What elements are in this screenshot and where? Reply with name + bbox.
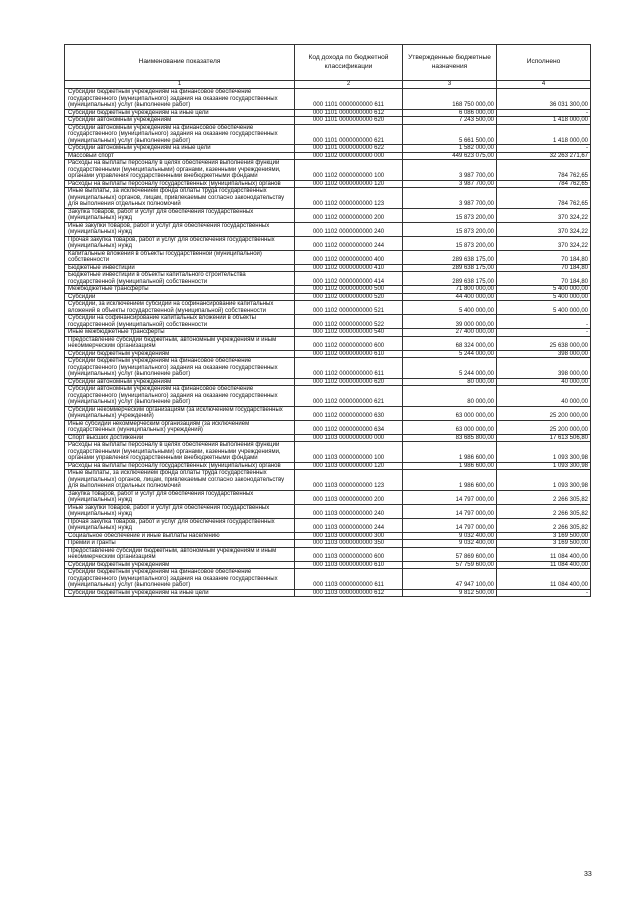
row-code-cell: 000 1101 0000000000 620 xyxy=(295,117,403,125)
row-code-cell: 000 1102 0000000000 630 xyxy=(295,406,403,420)
row-name-cell: Субсидии бюджетным учреждениям на финансовое обеспечение государственного (муниципального) задания на оказание государственных (муниципальных) услуг (выполнение работ) xyxy=(65,89,295,110)
row-approved-cell: 1 582 000,00 xyxy=(403,145,497,153)
row-approved-cell: 3 987 700,00 xyxy=(403,180,497,188)
row-executed-cell: 2 266 305,82 xyxy=(497,518,591,532)
row-approved-cell: 289 638 175,00 xyxy=(403,272,497,286)
table-row xyxy=(65,504,591,518)
row-code-cell: 000 1102 0000000000 520 xyxy=(295,293,403,301)
table-row xyxy=(65,561,591,569)
row-name-cell: Расходы на выплаты персоналу государственных (муниципальных) органов xyxy=(65,462,295,470)
table-row xyxy=(65,286,591,294)
row-approved-cell: 71 800 000,00 xyxy=(403,286,497,294)
table-row xyxy=(65,145,591,153)
row-executed-cell: - xyxy=(497,315,591,329)
row-executed-cell: 25 200 000,00 xyxy=(497,420,591,434)
header-code: Код дохода по бюджетной классификации xyxy=(295,45,403,81)
row-code-cell: 000 1102 0000000000 610 xyxy=(295,350,403,358)
table-row xyxy=(65,547,591,561)
row-approved-cell: 289 638 175,00 xyxy=(403,250,497,264)
row-code-cell: 000 1102 0000000000 120 xyxy=(295,180,403,188)
table-row xyxy=(65,180,591,188)
row-executed-cell: 70 184,80 xyxy=(497,264,591,272)
row-approved-cell: 9 032 400,00 xyxy=(403,532,497,540)
column-number-row xyxy=(65,81,591,89)
row-approved-cell: 63 000 000,00 xyxy=(403,406,497,420)
row-approved-cell: 80 000,00 xyxy=(403,386,497,407)
row-name-cell: Субсидии автономным учреждениям на финансовое обеспечение государственного (муниципального) задания на оказание государственных (муниципальных) услуг (выполнение работ) xyxy=(65,386,295,407)
table-row xyxy=(65,336,591,350)
row-code-cell: 000 1103 0000000000 244 xyxy=(295,518,403,532)
row-code-cell: 000 1103 0000000000 300 xyxy=(295,532,403,540)
row-approved-cell: 5 661 500,00 xyxy=(403,124,497,145)
table-row xyxy=(65,378,591,386)
row-executed-cell: 32 263 271,67 xyxy=(497,152,591,160)
row-name-cell: Межбюджетные трансферты xyxy=(65,286,295,294)
table-row xyxy=(65,236,591,250)
row-name-cell: Субсидии бюджетным учреждениям на иные цели xyxy=(65,109,295,117)
row-executed-cell: 784 762,65 xyxy=(497,188,591,209)
row-approved-cell: 1 986 600,00 xyxy=(403,462,497,470)
table-row xyxy=(65,160,591,181)
row-name-cell: Субсидии бюджетным учреждениям на финансовое обеспечение государственного (муниципального) задания на оказание государственных (муниципальных) услуг (выполнение работ) xyxy=(65,358,295,379)
row-approved-cell: 15 873 200,00 xyxy=(403,222,497,236)
row-executed-cell: 5 400 000,00 xyxy=(497,286,591,294)
row-executed-cell: 11 084 400,00 xyxy=(497,561,591,569)
row-code-cell: 000 1102 0000000000 200 xyxy=(295,208,403,222)
row-name-cell: Иные закупки товаров, работ и услуг для обеспечения государственных (муниципальных) нужд xyxy=(65,504,295,518)
row-approved-cell: 57 759 600,00 xyxy=(403,561,497,569)
row-code-cell: 000 1103 0000000000 350 xyxy=(295,540,403,548)
row-code-cell: 000 1103 0000000000 600 xyxy=(295,547,403,561)
row-name-cell: Субсидии автономным учреждениям xyxy=(65,378,295,386)
row-approved-cell: 5 400 000,00 xyxy=(403,301,497,315)
row-name-cell: Социальное обеспечение и иные выплаты населению xyxy=(65,532,295,540)
row-approved-cell: 5 244 000,00 xyxy=(403,358,497,379)
row-code-cell: 000 1102 0000000000 500 xyxy=(295,286,403,294)
row-name-cell: Спорт высших достижений xyxy=(65,434,295,442)
row-name-cell: Субсидии xyxy=(65,293,295,301)
table-row xyxy=(65,420,591,434)
table-row xyxy=(65,490,591,504)
table-row xyxy=(65,589,591,597)
row-name-cell: Премии и гранты xyxy=(65,540,295,548)
row-name-cell: Субсидии бюджетным учреждениям на финансовое обеспечение государственного (муниципального) задания на оказание государственных (муниципальных) услуг (выполнение работ) xyxy=(65,569,295,590)
row-name-cell: Субсидии бюджетным учреждениям на иные цели xyxy=(65,589,295,597)
row-executed-cell: 40 000,00 xyxy=(497,378,591,386)
table-row xyxy=(65,109,591,117)
row-executed-cell: 25 638 000,00 xyxy=(497,336,591,350)
row-executed-cell: - xyxy=(497,329,591,337)
row-executed-cell: 5 400 000,00 xyxy=(497,293,591,301)
row-approved-cell: 27 400 000,00 xyxy=(403,329,497,337)
row-code-cell: 000 1102 0000000000 521 xyxy=(295,301,403,315)
table-row xyxy=(65,272,591,286)
row-name-cell: Закупка товаров, работ и услуг для обеспечения государственных (муниципальных) нужд xyxy=(65,490,295,504)
table-row xyxy=(65,518,591,532)
row-code-cell: 000 1102 0000000000 240 xyxy=(295,222,403,236)
table-row xyxy=(65,569,591,590)
row-code-cell: 000 1103 0000000000 100 xyxy=(295,442,403,463)
row-name-cell: Субсидии автономным учреждениям на финансовое обеспечение государственного (муниципального) задания на оказание государственных (муниципальных) услуг (выполнение работ) xyxy=(65,124,295,145)
table-row xyxy=(65,222,591,236)
table-row xyxy=(65,264,591,272)
row-code-cell: 000 1102 0000000000 540 xyxy=(295,329,403,337)
row-executed-cell: 398 000,00 xyxy=(497,358,591,379)
row-name-cell: Субсидии автономным учреждениям xyxy=(65,117,295,125)
row-approved-cell: 39 000 000,00 xyxy=(403,315,497,329)
row-approved-cell: 15 873 200,00 xyxy=(403,236,497,250)
row-name-cell: Капитальные вложения в объекты государственной (муниципальной) собственности xyxy=(65,250,295,264)
table-row xyxy=(65,406,591,420)
row-approved-cell: 14 797 000,00 xyxy=(403,490,497,504)
page-number: 33 xyxy=(584,871,592,878)
row-executed-cell: - xyxy=(497,109,591,117)
row-code-cell: 000 1103 0000000000 240 xyxy=(295,504,403,518)
row-executed-cell: 40 000,00 xyxy=(497,386,591,407)
header-approved: Утвержденные бюджетные назначения xyxy=(403,45,497,81)
table-row xyxy=(65,208,591,222)
row-name-cell: Иные выплаты, за исключением фонда оплаты труда государственных (муниципальных) органов, лицам, привлекаемым согласно законодательству для выполнения отдельных полномочий xyxy=(65,470,295,491)
row-executed-cell: 1 418 000,00 xyxy=(497,124,591,145)
row-code-cell: 000 1102 0000000000 244 xyxy=(295,236,403,250)
row-approved-cell: 14 797 000,00 xyxy=(403,518,497,532)
row-name-cell: Прочая закупка товаров, работ и услуг для обеспечения государственных (муниципальных) нужд xyxy=(65,236,295,250)
row-name-cell: Расходы на выплаты персоналу в целях обеспечения выполнения функций государственными (муниципальными) органами, казенными учреждениями, органами управления государственными внебюджетными фондами xyxy=(65,160,295,181)
row-approved-cell: 5 244 000,00 xyxy=(403,350,497,358)
row-name-cell: Субсидии на софинансирование капитальных вложений в объекты государственной (муниципальной) собственности xyxy=(65,315,295,329)
row-approved-cell: 289 638 175,00 xyxy=(403,264,497,272)
row-name-cell: Предоставление субсидий бюджетным, автономным учреждениям и иным некоммерческим организациям xyxy=(65,336,295,350)
row-code-cell: 000 1102 0000000000 410 xyxy=(295,264,403,272)
table-row xyxy=(65,152,591,160)
row-approved-cell: 3 987 700,00 xyxy=(403,160,497,181)
row-code-cell: 000 1103 0000000000 200 xyxy=(295,490,403,504)
row-executed-cell: 11 084 400,00 xyxy=(497,569,591,590)
table-row xyxy=(65,117,591,125)
row-approved-cell: 449 623 075,00 xyxy=(403,152,497,160)
row-code-cell: 000 1103 0000000000 612 xyxy=(295,589,403,597)
row-executed-cell: 1 418 000,00 xyxy=(497,117,591,125)
row-approved-cell: 15 873 200,00 xyxy=(403,208,497,222)
column-number: 3 xyxy=(403,81,497,89)
row-executed-cell: 370 324,22 xyxy=(497,236,591,250)
row-name-cell: Иные межбюджетные трансферты xyxy=(65,329,295,337)
row-executed-cell: 784 762,65 xyxy=(497,180,591,188)
row-code-cell: 000 1102 0000000000 621 xyxy=(295,386,403,407)
row-code-cell: 000 1103 0000000000 120 xyxy=(295,462,403,470)
row-name-cell: Расходы на выплаты персоналу в целях обеспечения выполнения функций государственными (муниципальными) органами, казенными учреждениями, органами управления государственными внебюджетными фондами xyxy=(65,442,295,463)
row-approved-cell: 9 032 400,00 xyxy=(403,540,497,548)
row-name-cell: Предоставление субсидий бюджетным, автономным учреждениям и иным некоммерческим организациям xyxy=(65,547,295,561)
table-row xyxy=(65,434,591,442)
row-code-cell: 000 1103 0000000000 123 xyxy=(295,470,403,491)
row-code-cell: 000 1102 0000000000 123 xyxy=(295,188,403,209)
row-executed-cell: 370 324,22 xyxy=(497,208,591,222)
table-body xyxy=(65,89,591,597)
header-name: Наименование показателя xyxy=(65,45,295,81)
table-row xyxy=(65,462,591,470)
row-name-cell: Субсидии, за исключением субсидий на софинансирование капитальных вложений в объекты государственной (муниципальной) собственности xyxy=(65,301,295,315)
row-code-cell: 000 1103 0000000000 611 xyxy=(295,569,403,590)
row-code-cell: 000 1102 0000000000 414 xyxy=(295,272,403,286)
table-row xyxy=(65,532,591,540)
row-executed-cell: 11 084 400,00 xyxy=(497,547,591,561)
row-executed-cell: 1 093 300,98 xyxy=(497,470,591,491)
row-code-cell: 000 1103 0000000000 610 xyxy=(295,561,403,569)
row-code-cell: 000 1101 0000000000 622 xyxy=(295,145,403,153)
row-executed-cell: 5 400 000,00 xyxy=(497,301,591,315)
row-approved-cell: 3 987 700,00 xyxy=(403,188,497,209)
table-row xyxy=(65,301,591,315)
row-executed-cell: 784 762,65 xyxy=(497,160,591,181)
row-approved-cell: 83 685 800,00 xyxy=(403,434,497,442)
row-code-cell: 000 1103 0000000000 000 xyxy=(295,434,403,442)
table-row xyxy=(65,188,591,209)
row-name-cell: Иные закупки товаров, работ и услуг для обеспечения государственных (муниципальных) нужд xyxy=(65,222,295,236)
row-executed-cell: 1 093 300,98 xyxy=(497,462,591,470)
table-row xyxy=(65,540,591,548)
budget-execution-table xyxy=(64,44,591,597)
row-approved-cell: 14 797 000,00 xyxy=(403,504,497,518)
table-header-row xyxy=(65,45,591,81)
row-approved-cell: 7 243 500,00 xyxy=(403,117,497,125)
row-code-cell: 000 1102 0000000000 522 xyxy=(295,315,403,329)
column-number: 4 xyxy=(497,81,591,89)
row-approved-cell: 44 400 000,00 xyxy=(403,293,497,301)
table-row xyxy=(65,329,591,337)
table-row xyxy=(65,386,591,407)
report-page xyxy=(64,44,590,597)
row-name-cell: Субсидии некоммерческим организациям (за исключением государственных (муниципальных) учреждений) xyxy=(65,406,295,420)
row-executed-cell: 70 184,80 xyxy=(497,250,591,264)
row-name-cell: Бюджетные инвестиции в объекты капитального строительства государственной (муниципальной) собственности xyxy=(65,272,295,286)
row-executed-cell: - xyxy=(497,589,591,597)
row-executed-cell: 398 000,00 xyxy=(497,350,591,358)
row-approved-cell: 1 986 600,00 xyxy=(403,442,497,463)
row-name-cell: Массовый спорт xyxy=(65,152,295,160)
row-name-cell: Прочая закупка товаров, работ и услуг для обеспечения государственных (муниципальных) нужд xyxy=(65,518,295,532)
table-row xyxy=(65,315,591,329)
row-approved-cell: 9 812 500,00 xyxy=(403,589,497,597)
row-approved-cell: 1 986 600,00 xyxy=(403,470,497,491)
row-code-cell: 000 1102 0000000000 620 xyxy=(295,378,403,386)
row-name-cell: Иные субсидии некоммерческим организациям (за исключением государственных (муниципальных) учреждений) xyxy=(65,420,295,434)
row-approved-cell: 63 000 000,00 xyxy=(403,420,497,434)
row-executed-cell: 17 613 506,80 xyxy=(497,434,591,442)
row-name-cell: Субсидии бюджетным учреждениям xyxy=(65,561,295,569)
table-row xyxy=(65,89,591,110)
row-approved-cell: 6 086 000,00 xyxy=(403,109,497,117)
column-number: 2 xyxy=(295,81,403,89)
row-code-cell: 000 1101 0000000000 612 xyxy=(295,109,403,117)
row-executed-cell: 25 200 000,00 xyxy=(497,406,591,420)
row-approved-cell: 80 000,00 xyxy=(403,378,497,386)
table-row xyxy=(65,293,591,301)
row-code-cell: 000 1101 0000000000 621 xyxy=(295,124,403,145)
table-row xyxy=(65,124,591,145)
row-executed-cell: 2 266 305,82 xyxy=(497,490,591,504)
row-name-cell: Субсидии автономным учреждениям на иные цели xyxy=(65,145,295,153)
row-approved-cell: 68 324 000,00 xyxy=(403,336,497,350)
row-approved-cell: 57 869 600,00 xyxy=(403,547,497,561)
row-code-cell: 000 1102 0000000000 611 xyxy=(295,358,403,379)
row-executed-cell: - xyxy=(497,145,591,153)
row-executed-cell: 2 266 305,82 xyxy=(497,504,591,518)
row-name-cell: Закупка товаров, работ и услуг для обеспечения государственных (муниципальных) нужд xyxy=(65,208,295,222)
row-executed-cell: 3 169 500,00 xyxy=(497,532,591,540)
row-executed-cell: 1 093 300,98 xyxy=(497,442,591,463)
row-name-cell: Иные выплаты, за исключением фонда оплаты труда государственных (муниципальных) органов, лицам, привлекаемым согласно законодательству для выполнения отдельных полномочий xyxy=(65,188,295,209)
row-executed-cell: 36 031 300,00 xyxy=(497,89,591,110)
row-executed-cell: 3 169 500,00 xyxy=(497,540,591,548)
row-name-cell: Субсидии бюджетным учреждениям xyxy=(65,350,295,358)
row-code-cell: 000 1102 0000000000 000 xyxy=(295,152,403,160)
row-code-cell: 000 1102 0000000000 100 xyxy=(295,160,403,181)
row-code-cell: 000 1102 0000000000 634 xyxy=(295,420,403,434)
row-approved-cell: 168 750 000,00 xyxy=(403,89,497,110)
row-executed-cell: 70 184,80 xyxy=(497,272,591,286)
table-row xyxy=(65,350,591,358)
header-executed: Исполнено xyxy=(497,45,591,81)
row-code-cell: 000 1102 0000000000 400 xyxy=(295,250,403,264)
table-row xyxy=(65,358,591,379)
table-row xyxy=(65,442,591,463)
table-row xyxy=(65,470,591,491)
column-number: 1 xyxy=(65,81,295,89)
row-code-cell: 000 1102 0000000000 600 xyxy=(295,336,403,350)
row-name-cell: Расходы на выплаты персоналу государственных (муниципальных) органов xyxy=(65,180,295,188)
row-approved-cell: 47 947 100,00 xyxy=(403,569,497,590)
row-code-cell: 000 1101 0000000000 611 xyxy=(295,89,403,110)
table-row xyxy=(65,250,591,264)
row-name-cell: Бюджетные инвестиции xyxy=(65,264,295,272)
row-executed-cell: 370 324,22 xyxy=(497,222,591,236)
